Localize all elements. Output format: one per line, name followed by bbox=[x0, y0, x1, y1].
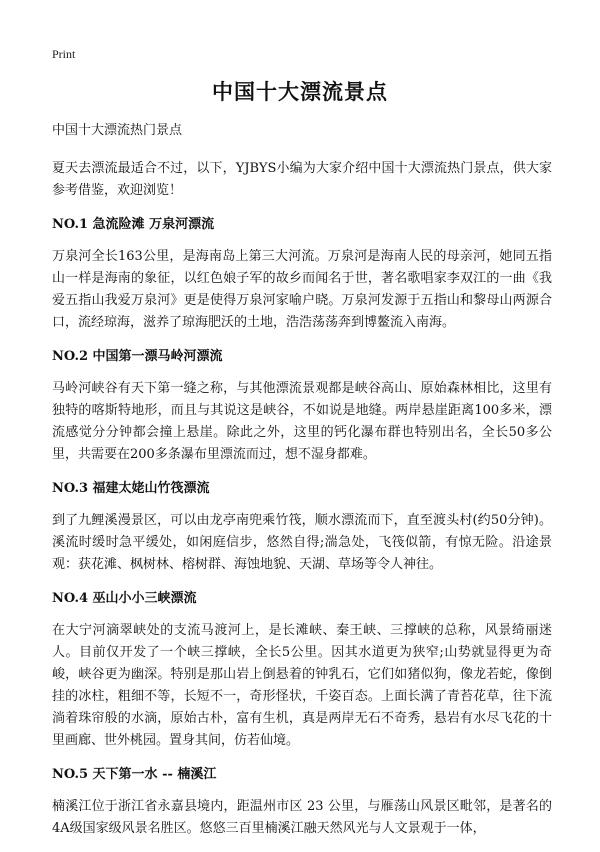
section-heading-3: NO.3 福建太姥山竹筏漂流 bbox=[52, 481, 210, 496]
section-body-2: 马岭河峡谷有天下第一缝之称，与其他漂流景观都是峡谷高山、原始森林相比，这里有独特的喀斯特地形，而且与其说这是峡谷，不如说是地缝。两岸悬崖距离100多米，漂流感觉分分钟都会撞上悬崖。除此之外，这里的钙化瀑布群也特别出名，全长50多公里，共需要在200多条瀑布里漂流而过，想不湿身都难。 bbox=[52, 381, 552, 462]
section-body-3: 到了九鲤溪漫景区，可以由龙亭南兜乘竹筏，顺水漂流而下，直至渡头村(约50分钟)。溪流时缓时急平缓处，如闲庭信步，悠然自得;湍急处，飞筏似箭，有惊无险。沿途景观：获花滩、枫树林、榕树群、海蚀地貌、天湖、草场等令人神往。 bbox=[52, 513, 552, 572]
section-body-4: 在大宁河滴翠峡处的支流马渡河上，是长滩峡、秦王峡、三撑峡的总称，风景绮丽迷人。目前仅开发了一个峡三撑峡，全长5公里。因其水道更为狭窄;山势就显得更为奇峻，峡谷更为幽深。特别是那山岩上倒悬着的钟乳石，它们如猪似狗，像龙若蛇，像倒挂的冰柱，粗细不等，长短不一，奇形怪状，千姿百态。上面长满了青苔花草，往下流淌着珠帘般的水滴，原始古朴，富有生机，真是两岸无石不奇秀，悬岩有水尽飞花的十里画廊、世外桃园。置身其间，仿若仙境。 bbox=[52, 623, 552, 748]
section-heading-1: NO.1 急流险滩 万泉河漂流 bbox=[52, 217, 215, 232]
intro-paragraph: 夏天去漂流最适合不过，以下，YJBYS小编为大家介绍中国十大漂流热门景点，供大家参考借鉴，欢迎浏览！ bbox=[52, 161, 552, 198]
article-body bbox=[52, 120, 552, 852]
section-heading-2: NO.2 中国第一漂马岭河漂流 bbox=[52, 349, 223, 364]
article-subtitle: 中国十大漂流热门景点 bbox=[52, 123, 183, 138]
section-heading-5: NO.5 天下第一水 -- 楠溪江 bbox=[52, 767, 217, 782]
section-heading-4: NO.4 巫山小小三峡漂流 bbox=[52, 591, 197, 606]
section-body-5: 楠溪江位于浙江省永嘉县境内，距温州市区 23 公里，与雁荡山风景区毗邻，是著名的4A级国家级风景名胜区。悠悠三百里楠溪江融天然风光与人文景观于一体， bbox=[52, 799, 552, 836]
page-title: 中国十大漂流景点 bbox=[212, 80, 388, 104]
section-body-1: 万泉河全长163公里，是海南岛上第三大河流。万泉河是海南人民的母亲河，她同五指山一样是海南的象征，以红色娘子军的故乡而闻名于世，著名歌唱家李双江的一曲《我爱五指山我爱万泉河》更是使得万泉河家喻户晓。万泉河发源于五指山和黎母山两源合口，流经琼海，滋养了琼海肥沃的土地，浩浩荡荡奔到博鳌流入南海。 bbox=[52, 249, 552, 330]
print-link[interactable]: Print bbox=[52, 47, 76, 61]
